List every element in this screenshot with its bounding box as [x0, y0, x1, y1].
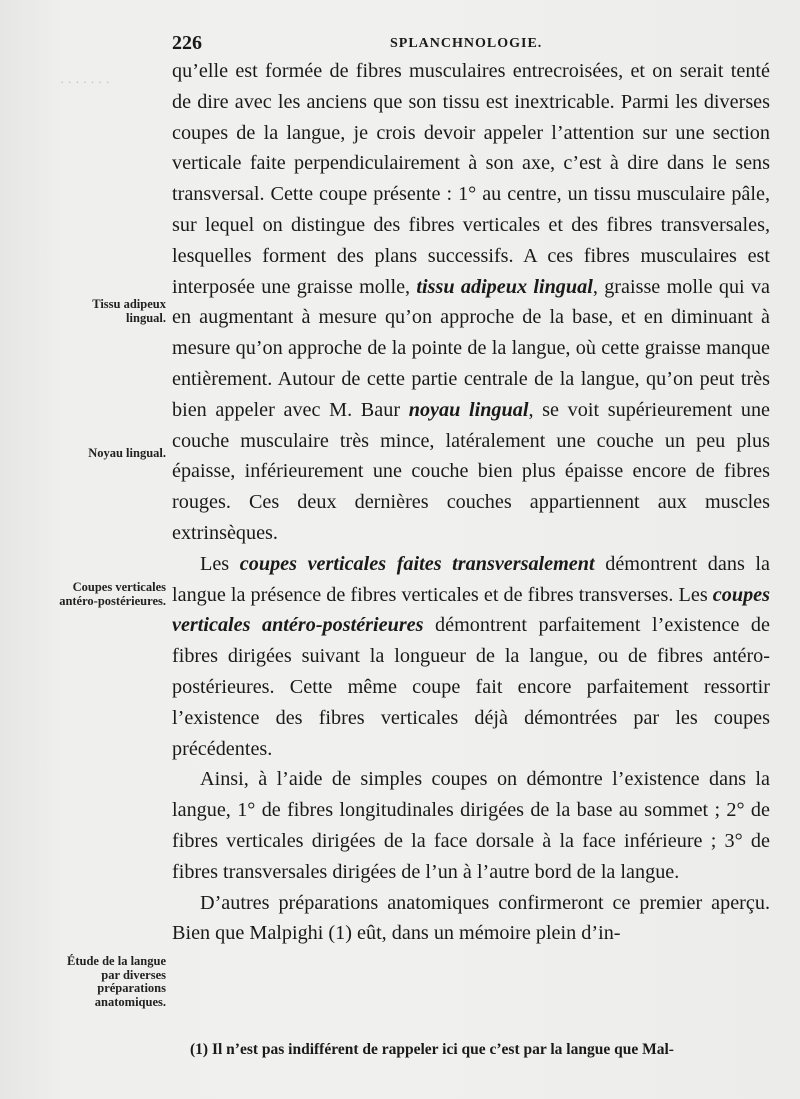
paragraph: [172, 764, 770, 887]
paragraph: [172, 549, 770, 765]
paragraph: [172, 888, 770, 950]
italic-term: tissu adipeux lingual: [416, 275, 593, 298]
margin-note-coupes-verticales: Coupes verticales antéro-postérieures.: [59, 580, 166, 608]
page-header: [172, 32, 752, 54]
text-run: démontrent dans la langue la présence de fibres verticales et de fibres transverses. Les: [172, 552, 770, 606]
show-through-text: · · · · · · ·: [60, 75, 110, 90]
text-run: , graisse molle qui va en augmentant à mesure qu’on approche de la base, et en diminuant à mesure qu’on approche de la pointe de la langue, où cette graisse manque entièrement. Autour de cette partie centrale de la langue, qu’on peut très bien appeler avec M. Baur: [172, 275, 771, 421]
text-run: Les: [200, 552, 240, 575]
text-run: qu’elle est formée de fibres musculaires entrecroisées, et on serait tenté de dire avec les anciens que son tissu est inextricable. Parmi les diverses coupes de la langue, je crois devoir appeler l’attention sur une section verticale faite perpendiculairement à son axe, c’est à dire dans le sens transversal. Cette coupe présente : 1° au centre, un tissu musculaire pâle, sur lequel on distingue des fibres verticales et des fibres transversales, lesquelles forment des plans successifs. A ces fibres musculaires est interposée une graisse molle,: [172, 60, 770, 298]
paragraph: [172, 56, 770, 549]
page-number: 226: [172, 32, 202, 54]
margin-note-etude-de-la-langue: Étude de la langue par diverses préparations anatomiques.: [67, 954, 166, 1009]
italic-term: noyau lingual: [408, 398, 529, 421]
italic-term: coupes verticales antéro-postérieures: [172, 583, 770, 637]
running-head: SPLANCHNOLOGIE.: [390, 36, 543, 51]
text-run: démontrent parfaitement l’existence de fibres dirigées suivant la longueur de la langue, ou de fibres antéro-postérieures. Cette même coupe fait encore parfaitement ressortir l’existence des fibres verticales déjà démontrées par les coupes précédentes.: [172, 614, 770, 760]
text-run: , se voit supérieurement une couche musculaire très mince, latéralement une couche un peu plus épaisse, inférieurement une couche bien plus épaisse encore de fibres rouges. Ces deux dernières couches appartiennent aux muscles extrinsèques.: [172, 398, 770, 544]
body-text: [172, 56, 770, 949]
text-run: D’autres préparations anatomiques confirmeront ce premier aperçu. Bien que Malpighi (1) eût, dans un mémoire plein d’in-: [172, 891, 770, 945]
margin-note-tissu-adipeux: Tissu adipeux lingual.: [92, 297, 166, 325]
margin-note-noyau-lingual: Noyau lingual.: [88, 446, 166, 460]
italic-term: coupes verticales faites transversalement: [239, 552, 595, 575]
text-run: Ainsi, à l’aide de simples coupes on démontre l’existence dans la langue, 1° de fibres longitudinales dirigées de la base au sommet ; 2° de fibres verticales dirigées de la face dorsale à la face inférieure ; 3° de fibres transversales dirigées de l’un à l’autre bord de la langue.: [172, 768, 770, 883]
footnote: (1) Il n’est pas indifférent de rappeler ici que c’est par la langue que Mal-: [190, 1041, 674, 1058]
